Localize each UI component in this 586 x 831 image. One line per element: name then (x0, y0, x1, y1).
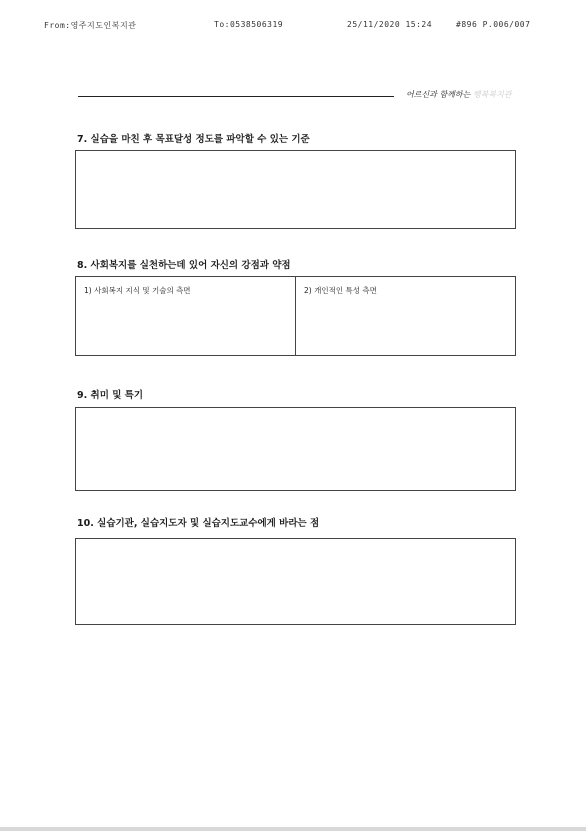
fax-from: From:영주지도인복지관 (44, 21, 137, 30)
scan-bottom-edge (0, 827, 586, 831)
section-8-knowledge-cell[interactable] (76, 277, 295, 355)
section-10-box[interactable] (75, 538, 516, 625)
section-8-personal-label: 2) 개인적인 특성 측면 (304, 286, 377, 295)
section-7-box[interactable] (75, 150, 516, 229)
section-7-title: 7. 실습을 마친 후 목표달성 정도를 파악할 수 있는 기준 (77, 134, 310, 145)
slogan-main: 어르신과 함께하는 (406, 90, 471, 99)
slogan (406, 89, 512, 100)
section-8-knowledge-label: 1) 사회복지 지식 및 기술의 측면 (84, 286, 191, 295)
fax-datetime: 25/11/2020 15:24 (347, 20, 433, 29)
fax-to: To:0538506319 (214, 20, 284, 29)
slogan-faint: 행복복지관 (472, 90, 512, 99)
section-9-box[interactable] (75, 407, 516, 491)
header-rule (78, 96, 394, 97)
section-8-box (75, 276, 516, 356)
fax-header (0, 20, 586, 34)
fax-page-number: #896 P.006/007 (456, 20, 531, 29)
section-8-personal-cell[interactable] (295, 277, 515, 355)
section-9-title: 9. 취미 및 특기 (77, 390, 144, 401)
section-10-title: 10. 실습기관, 실습지도자 및 실습지도교수에게 바라는 점 (77, 518, 320, 529)
section-8-title: 8. 사회복지를 실천하는데 있어 자신의 강점과 약점 (77, 260, 291, 271)
